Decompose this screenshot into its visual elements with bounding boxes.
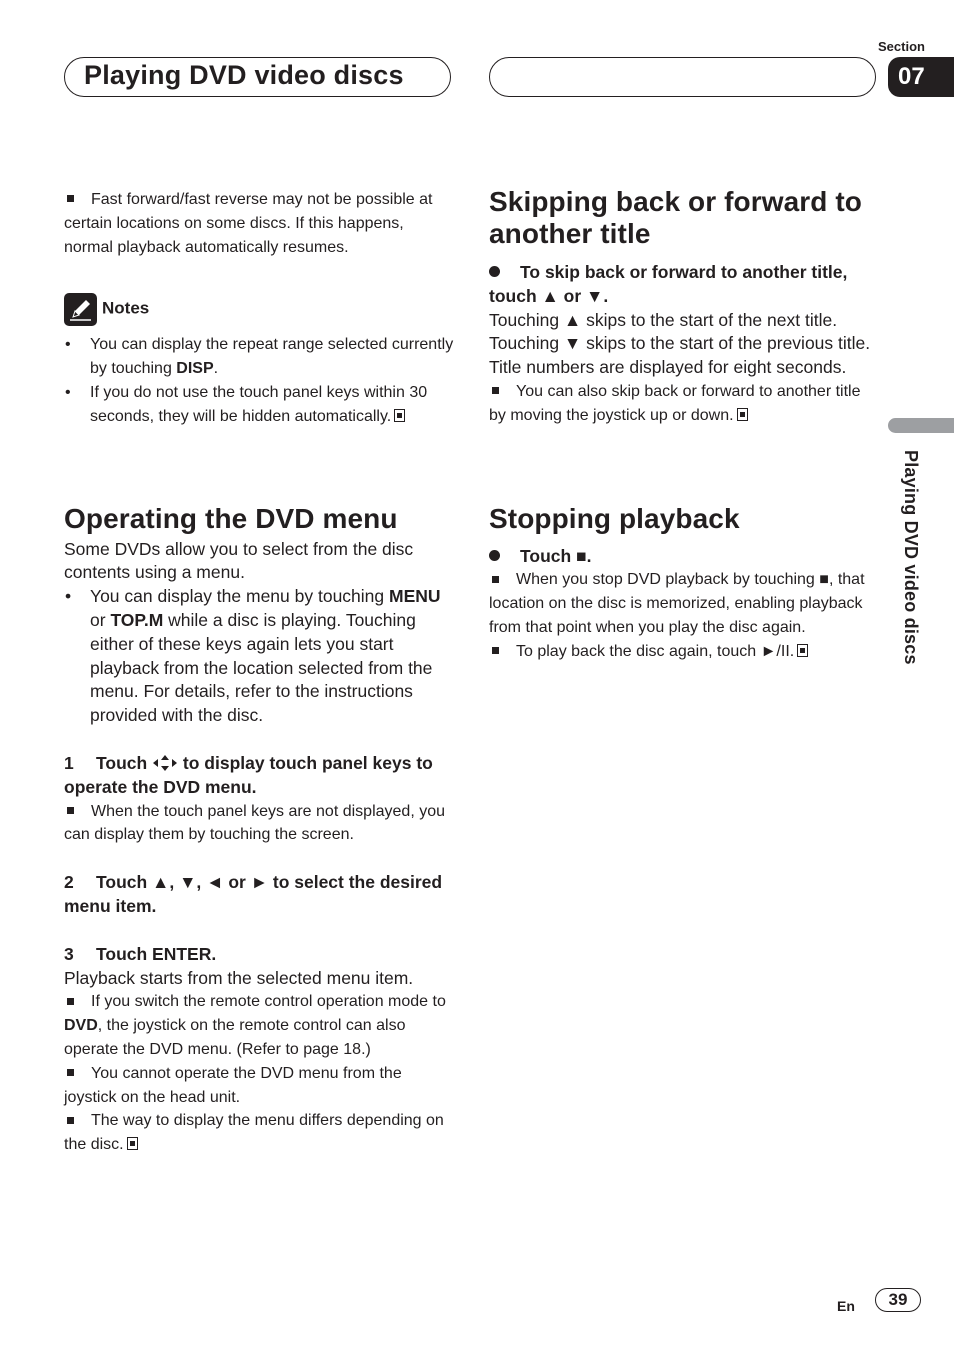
four-way-arrow-icon: [152, 754, 178, 772]
section-number-badge: 07: [888, 57, 954, 97]
side-tab-marker: [888, 418, 954, 433]
language-label: En: [837, 1298, 855, 1314]
step-3-body: Playback starts from the selected menu item.: [64, 967, 414, 988]
stop-instruction: Touch ■.: [489, 545, 879, 569]
note-item-1: • You can display the repeat range selected currently by touching DISP.: [64, 333, 454, 381]
square-bullet-icon: [67, 1069, 74, 1076]
step-3: 3 Touch ENTER.: [64, 943, 217, 964]
bullet-dot-icon: [489, 266, 500, 277]
square-bullet-icon: [492, 647, 499, 654]
end-mark-icon: [394, 409, 405, 422]
square-bullet-icon: [67, 807, 74, 814]
square-bullet-icon: [67, 1117, 74, 1124]
bullet-dot-icon: [489, 550, 500, 561]
square-bullet-icon: [67, 998, 74, 1005]
skip-body-2: Touching ▼ skips to the start of the previous title.: [489, 333, 871, 354]
pencil-note-icon: [64, 293, 97, 326]
end-mark-icon: [737, 408, 748, 421]
note-item-2: • If you do not use the touch panel keys within 30 seconds, they will be hidden automatically.: [64, 381, 454, 429]
dvd-mode-label: DVD: [64, 1017, 98, 1035]
menu-key-label: MENU: [389, 586, 441, 607]
menu-heading: Operating the DVD menu: [64, 502, 398, 534]
end-mark-icon: [127, 1137, 138, 1150]
notes-block: [64, 293, 454, 428]
step-1: 1 Touch to display touch panel keys to operate the DVD menu.: [64, 752, 433, 797]
header-blank-frame: [489, 57, 876, 97]
notes-heading: Notes: [102, 299, 150, 319]
right-column: [489, 186, 879, 664]
stop-note-2: To play back the disc again, touch ►/II.: [489, 640, 879, 664]
skip-body-3: Title numbers are displayed for eight seconds.: [489, 357, 847, 378]
topm-key-label: TOP.M: [110, 609, 164, 630]
skip-heading: Skipping back or forward to another title: [489, 186, 862, 249]
page-header-title: Playing DVD video discs: [84, 60, 404, 90]
stop-heading: Stopping playback: [489, 502, 740, 534]
left-column: [64, 188, 454, 1157]
menu-bullet: • You can display the menu by touching MENU or TOP.M while a disc is playing. Touching either of these keys again lets you start playback from the location selected from the menu. For details, refer to the instructions provided with the disc.: [64, 585, 454, 728]
step-3-note-2: You cannot operate the DVD menu from the joystick on the head unit.: [64, 1064, 402, 1106]
square-bullet-icon: [67, 195, 74, 202]
step-3-note-1: If you switch the remote control operation mode to DVD, the joystick on the remote control can also operate the DVD menu. (Refer to page 18.): [64, 993, 446, 1058]
step-2: 2 Touch ▲, ▼, ◄ or ► to select the desired menu item.: [64, 872, 443, 916]
menu-intro: Some DVDs allow you to select from the disc contents using a menu.: [64, 538, 414, 583]
skip-note: You can also skip back or forward to another title by moving the joystick up or down.: [489, 382, 861, 424]
notes-header: [64, 293, 454, 326]
square-bullet-icon: [492, 576, 499, 583]
page-number: 39: [875, 1288, 921, 1312]
intro-note: Fast forward/fast reverse may not be possible at certain locations on some discs. If this happens, normal playback automatically resumes.: [64, 191, 433, 256]
stop-note-1: When you stop DVD playback by touching ■, that location on the disc is memorized, enabling playback from that point when you play the disc again.: [489, 571, 865, 636]
step-1-note: When the touch panel keys are not displayed, you can display them by touching the screen.: [64, 802, 445, 844]
skip-body-1: Touching ▲ skips to the start of the next title.: [489, 309, 838, 330]
section-label: Section: [878, 39, 925, 54]
disp-key-label: DISP: [176, 360, 214, 378]
end-mark-icon: [797, 644, 808, 657]
step-3-note-3: The way to display the menu differs depending on the disc.: [64, 1112, 444, 1154]
square-bullet-icon: [492, 387, 499, 394]
skip-instruction: To skip back or forward to another title, touch ▲ or ▼.: [489, 262, 848, 306]
side-tab-label: Playing DVD video discs: [901, 450, 921, 665]
